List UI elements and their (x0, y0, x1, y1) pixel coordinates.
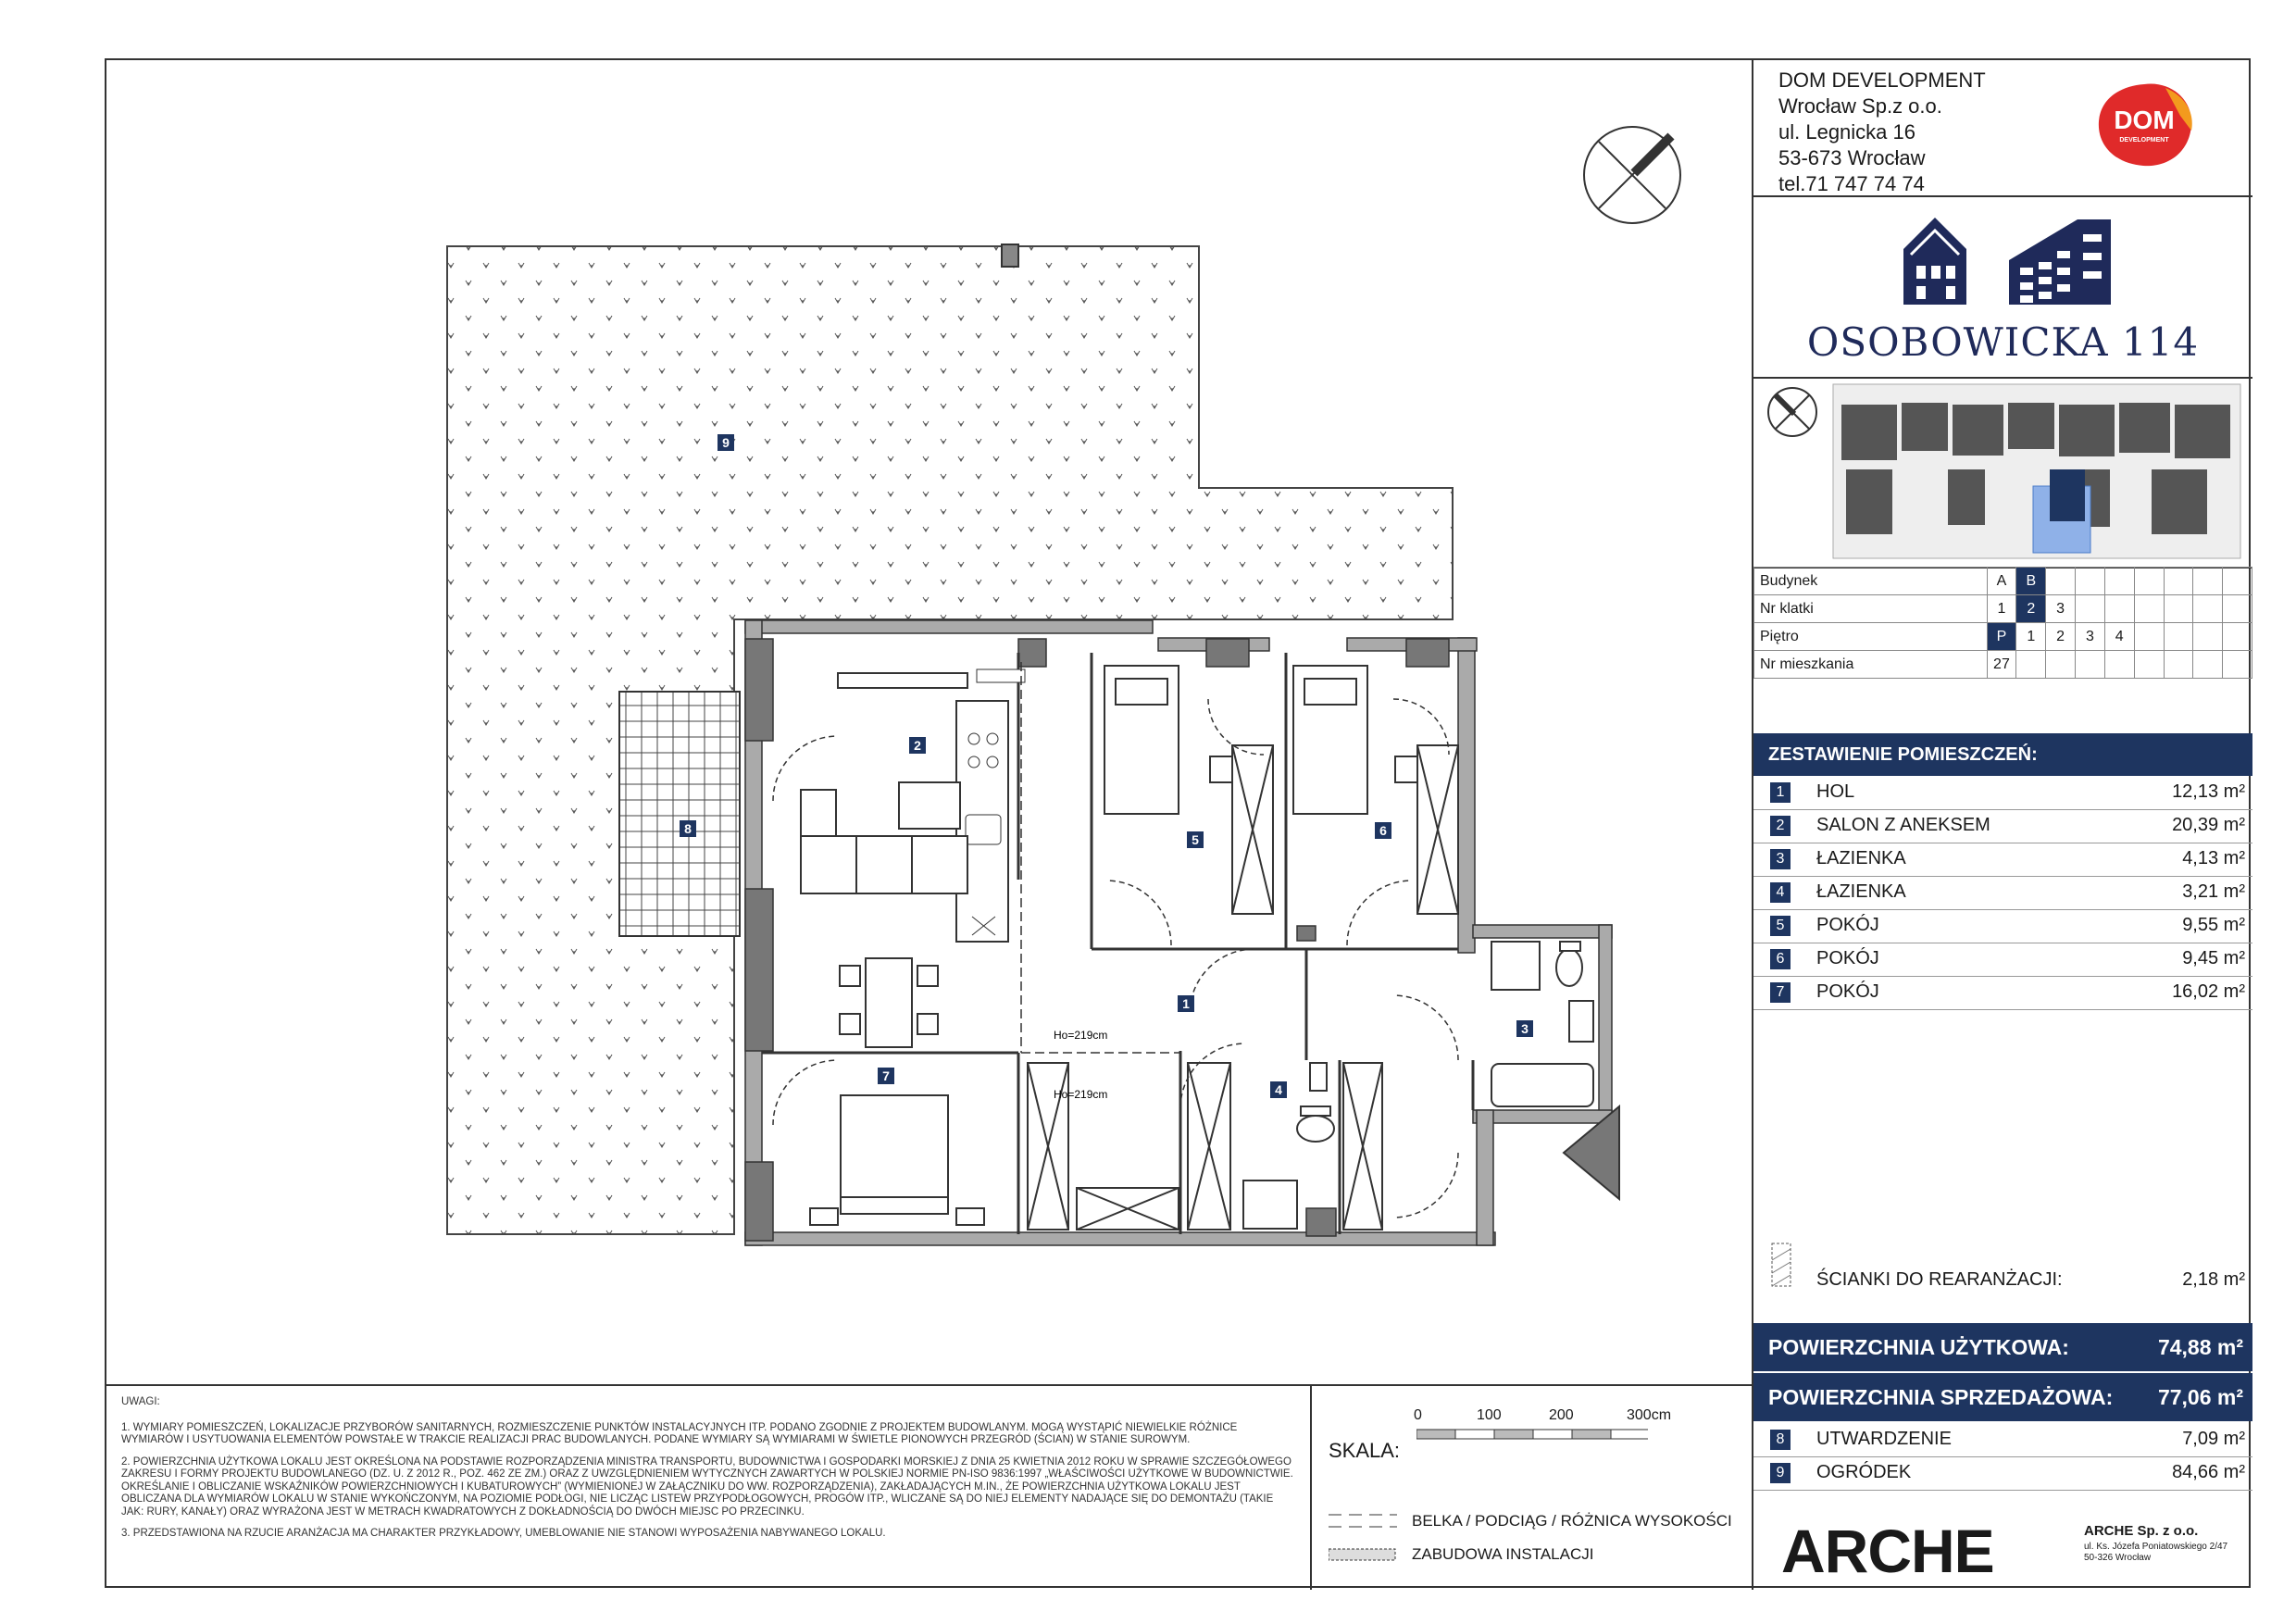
scale-tick-200: 200 (1549, 1407, 1574, 1423)
floor-p-selected: P (1987, 623, 2016, 651)
room-badge-7 (878, 1068, 894, 1084)
usable-area-bar (1753, 1323, 2252, 1371)
svg-text:9: 9 (722, 435, 730, 450)
apartment-number: 27 (1987, 651, 2016, 679)
row-apartment (1754, 651, 2252, 679)
extra-name: OGRÓDEK (1816, 1462, 1912, 1482)
room-no: 5 (1770, 916, 1791, 936)
arche-logo: ARCHE (1781, 1517, 1994, 1585)
scale-tick-0: 0 (1414, 1407, 1422, 1423)
extra-row-8 (1753, 1423, 2252, 1457)
north-arrow-icon (1584, 127, 1680, 223)
company-street: ul. Legnicka 16 (1778, 120, 1915, 144)
room-name: POKÓJ (1816, 948, 1879, 968)
note-1: 1. WYMIARY POMIESZCZEŃ, LOKALIZACJE PRZYBORÓW SANITARNYCH, ROZMIESZCZENIE PUNKTÓW INSTALACYJNYCH ITP. PODANO ZGODNIE Z PROJEKTEM BUDOWLANYM. MOGĄ WYSTĄPIĆ NIEWIELKIE RÓŻNICE WYMIARÓW I USYTUOWANIA ELEMENTÓW POWSTAŁE W TRAKCIE REALIZACJI PRAC BUDOWLANYCH. PODANE WYMIARY SĄ WYMIARAMI W ŚWIETLE PIONOWYCH PRZEGRÓD (ŚCIAN) W STANIE SUROWYM. (121, 1421, 1238, 1445)
floor-4: 4 (2104, 623, 2134, 651)
room-row-2 (1753, 809, 2252, 843)
room-area: 20,39 m² (2172, 815, 2245, 835)
legend-installation-label: ZABUDOWA INSTALACJI (1412, 1545, 1594, 1563)
arche-address-street: ul. Ks. Józefa Poniatowskiego 2/47 (2084, 1542, 2228, 1552)
stair-3: 3 (2046, 595, 2076, 623)
room-area: 9,45 m² (2182, 948, 2245, 968)
extra-name: UTWARDZENIE (1816, 1429, 1952, 1449)
sale-label: POWIERZCHNIA SPRZEDAŻOWA: (1768, 1385, 2114, 1409)
beam-dash-icon (1329, 1512, 1403, 1530)
stair-1: 1 (1987, 595, 2016, 623)
legend (1329, 1505, 1736, 1571)
scale-tick-100: 100 (1477, 1407, 1502, 1423)
room-row-7 (1753, 976, 2252, 1010)
room-name: POKÓJ (1816, 981, 1879, 1002)
partition-row (1753, 1256, 2252, 1301)
key-plan-north-icon (1768, 388, 1816, 436)
apartment-info-table (1753, 567, 2252, 679)
stair-label: Nr klatki (1754, 595, 1988, 623)
scale-label: SKALA: (1329, 1439, 1401, 1462)
arche-address (2084, 1542, 2227, 1564)
notes-mid-divider (1310, 1384, 1312, 1590)
arche-company: ARCHE Sp. z o.o. (2084, 1523, 2199, 1539)
room-no: 3 (1770, 849, 1791, 869)
room-name: SALON Z ANEKSEM (1816, 815, 1990, 835)
partition-area: 2,18 m² (2182, 1269, 2245, 1290)
room-row-1 (1753, 776, 2252, 810)
room-no: 7 (1770, 982, 1791, 1003)
floor-plan (106, 60, 1753, 1384)
company-address (1778, 68, 1986, 197)
arche-address-city: 50-326 Wrocław (2084, 1553, 2152, 1563)
extra-no: 8 (1770, 1430, 1791, 1450)
bathroom-3-fixtures (1491, 942, 1593, 1106)
room-badge-9 (718, 434, 734, 451)
extra-row-9 (1753, 1456, 2252, 1491)
room-area: 16,02 m² (2172, 981, 2245, 1002)
company-branch: Wrocław Sp.z o.o. (1778, 94, 1942, 118)
svg-text:2: 2 (914, 738, 921, 753)
partition-label: ŚCIANKI DO REARANŻACJI: (1816, 1269, 2063, 1290)
bedroom-6-furniture (1293, 666, 1458, 914)
room-name: ŁAZIENKA (1816, 848, 1906, 868)
apartment-label: Nr mieszkania (1754, 651, 1988, 679)
usable-area: 74,88 m² (2157, 1335, 2243, 1359)
project-buildings-icon (1892, 212, 2115, 308)
extra-no: 9 (1770, 1463, 1791, 1483)
room-row-6 (1753, 943, 2252, 977)
floor-label: Piętro (1754, 623, 1988, 651)
scale-graphic (1416, 1428, 1648, 1443)
terrace-tiles (619, 692, 740, 936)
building-a: A (1987, 568, 2016, 595)
stair-2-selected: 2 (2016, 595, 2046, 623)
dom-development-logo (2091, 79, 2197, 171)
room-badge-4 (1270, 1081, 1287, 1098)
svg-text:DOM: DOM (2114, 106, 2175, 134)
bedroom-7-furniture (810, 1095, 984, 1225)
room-no: 6 (1770, 949, 1791, 969)
room-area: 3,21 m² (2182, 881, 2245, 902)
row-stair (1754, 595, 2252, 623)
height-note-2: Ho=219cm (1054, 1088, 1108, 1101)
room-no: 1 (1770, 782, 1791, 803)
svg-text:DEVELOPMENT: DEVELOPMENT (2119, 137, 2169, 144)
svg-text:4: 4 (1275, 1082, 1282, 1097)
floor-2: 2 (2046, 623, 2076, 651)
room-row-4 (1753, 876, 2252, 910)
notes-header: UWAGI: (121, 1396, 160, 1407)
svg-text:3: 3 (1521, 1021, 1529, 1036)
rooms-header-label: ZESTAWIENIE POMIESZCZEŃ: (1768, 744, 2038, 765)
svg-text:5: 5 (1192, 832, 1199, 847)
bedroom-5-furniture (1104, 666, 1273, 914)
svg-text:8: 8 (684, 821, 692, 836)
bathroom-4-fixtures (1243, 1063, 1334, 1229)
apartment-info (1753, 567, 2252, 685)
room-row-5 (1753, 909, 2252, 943)
room-badge-5 (1187, 831, 1204, 848)
notes-block (121, 1396, 1297, 1550)
sale-area: 77,06 m² (2157, 1385, 2243, 1409)
drawing-sheet (105, 58, 2251, 1588)
rooms-header (1753, 733, 2252, 776)
company-phone: tel.71 747 74 74 (1778, 172, 1925, 195)
key-plan (1753, 377, 2252, 568)
room-row-3 (1753, 843, 2252, 877)
notes-divider (106, 1384, 1753, 1386)
room-name: HOL (1816, 781, 1855, 802)
architect-block (1753, 1490, 2252, 1590)
row-floor (1754, 623, 2252, 651)
company-name: DOM DEVELOPMENT (1778, 69, 1986, 92)
room-area: 4,13 m² (2182, 848, 2245, 868)
project-block (1753, 195, 2252, 379)
extra-area: 84,66 m² (2172, 1462, 2245, 1482)
room-no: 2 (1770, 816, 1791, 836)
note-2: 2. POWIERZCHNIA UŻYTKOWA LOKALU JEST OKREŚLONA NA PODSTAWIE ROZPORZĄDZENIA MINISTRA TRANSPORTU, BUDOWNICTWA I GOSPODARKI MORSKIEJ Z DNIA 25 KWIETNIA 2012 ROKU W SPRAWIE SZCZEGÓŁOWEGO ZAKRESU I FORMY PROJEKTU BUDOWLANEGO (DZ. U. Z 2012 R., POZ. 462 ZE ZM.) ORAZ Z UWZGLĘDNIENIEM WYTYCZNYCH ZAWARTYCH W POLSKIEJ NORMIE PN-ISO 9836:1997 „WŁAŚCIWOŚCI UŻYTKOWE W BUDOWNICTWIE. OKREŚLANIE I OBLICZANIE WSKAŹNIKÓW POWIERZCHNIOWYCH I KUBATUROWYCH” (WYMIENIONEJ W ZAŁĄCZNIKU DO WW. ROZPORZĄDZENIA), ZAKŁADAJĄCYCH M.IN., ŻE POWIERZCHNIA UŻYTKOWA LOKALU JEST OBLICZANA DLA WYMIARÓW LOKALU W STANIE WYKOŃCZONYM, NA POZIOMIE PODŁOGI, NIE LICZĄC LISTEW PRZYPODŁOGOWYCH, PROGÓW ITP., WLICZANE SĄ DO NIEJ ELEMENTY NADAJĄCE SIĘ DO DEMONTAŻU (TAKIE JAK: RURY, KANAŁY) ORAZ WYRAŻONA JEST W METRACH KWADRATOWYCH Z DOKŁADNOŚCIĄ DO DWÓCH MIEJSC PO PRZECINKU. (121, 1455, 1293, 1518)
height-note-1: Ho=219cm (1054, 1029, 1108, 1042)
room-area: 9,55 m² (2182, 915, 2245, 935)
note-3: 3. PRZEDSTAWIONA NA RZUCIE ARANŻACJA MA CHARAKTER PRZYKŁADOWY, UMEBLOWANIE NIE STANOWI WYPOSAŻENIA NABYWANEGO LOKALU. (121, 1528, 886, 1539)
building-b-selected: B (2016, 568, 2046, 595)
floor-plan-area (106, 60, 1753, 1384)
living-furniture (801, 673, 967, 1047)
room-area: 12,13 m² (2172, 781, 2245, 802)
info-panel (1753, 60, 2252, 1590)
legend-beam (1329, 1505, 1736, 1538)
installation-hatch-icon (1329, 1545, 1403, 1564)
company-block (1753, 60, 2252, 197)
scale-tick-300: 300cm (1627, 1407, 1672, 1423)
project-name: OSOBOWICKA 114 (1806, 319, 2200, 365)
room-badge-3 (1516, 1020, 1533, 1037)
usable-label: POWIERZCHNIA UŻYTKOWA: (1768, 1335, 2069, 1359)
svg-text:1: 1 (1182, 996, 1190, 1011)
legend-beam-label: BELKA / PODCIĄG / RÓŻNICA WYSOKOŚCI (1412, 1512, 1732, 1530)
floor-1: 1 (2016, 623, 2046, 651)
key-plan-graphic (1753, 377, 2252, 567)
building-label: Budynek (1754, 568, 1988, 595)
room-no: 4 (1770, 882, 1791, 903)
extra-area: 7,09 m² (2182, 1429, 2245, 1449)
company-city: 53-673 Wrocław (1778, 146, 1926, 169)
row-building (1754, 568, 2252, 595)
svg-text:6: 6 (1379, 823, 1387, 838)
room-name: POKÓJ (1816, 915, 1879, 935)
sale-area-bar (1753, 1373, 2252, 1421)
svg-text:7: 7 (882, 1068, 890, 1083)
legend-installation (1329, 1538, 1736, 1571)
scale-bar (1329, 1407, 1736, 1481)
kitchen-counter (956, 669, 1025, 942)
room-badge-6 (1375, 822, 1391, 839)
room-name: ŁAZIENKA (1816, 881, 1906, 902)
room-badge-1 (1178, 995, 1194, 1012)
room-badge-8 (680, 820, 696, 837)
room-badge-2 (909, 737, 926, 754)
floor-3: 3 (2076, 623, 2105, 651)
partition-hatch-icon (1770, 1242, 1794, 1290)
